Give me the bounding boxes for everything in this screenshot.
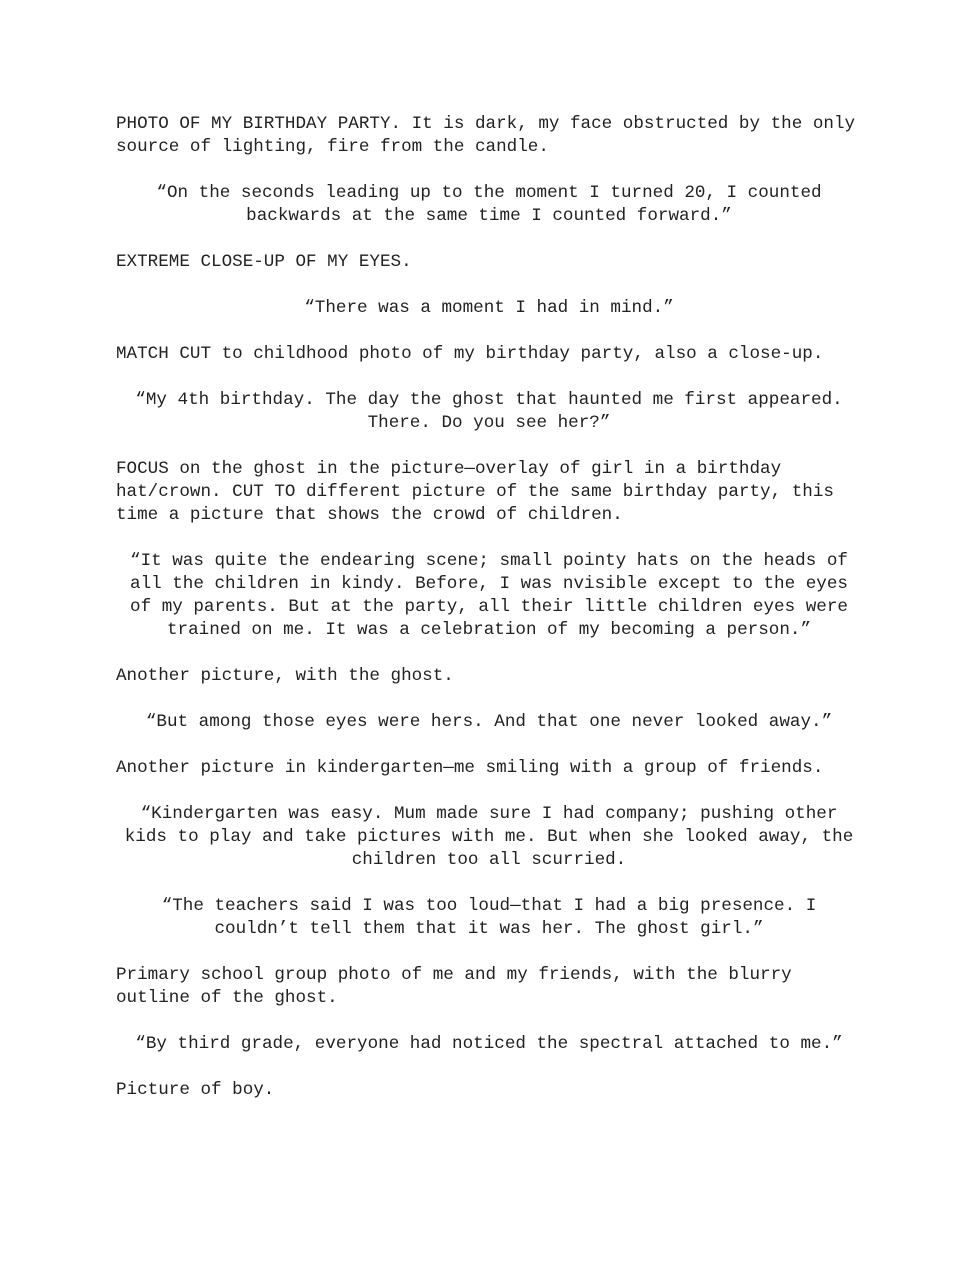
action-line: PHOTO OF MY BIRTHDAY PARTY. It is dark, my face obstructed by the only source of lighting, fire from the candle. bbox=[116, 114, 856, 157]
action-line: Another picture in kindergarten—me smiling with a group of friends. bbox=[116, 758, 824, 778]
dialogue-line: “On the seconds leading up to the moment I turned 20, I counted backwards at the same time I counted forward.” bbox=[156, 183, 822, 226]
action-line: Another picture, with the ghost. bbox=[116, 666, 454, 686]
action-line: FOCUS on the ghost in the picture—overlay of girl in a birthday hat/crown. CUT TO different picture of the same birthday party, this time a picture that shows the crowd of children. bbox=[116, 459, 834, 525]
dialogue-line: “The teachers said I was too loud—that I had a big presence. I couldn’t tell them that it was her. The ghost girl.” bbox=[161, 896, 817, 939]
action-line: MATCH CUT to childhood photo of my birthday party, also a close-up. bbox=[116, 344, 824, 364]
dialogue-line: “But among those eyes were hers. And that one never looked away.” bbox=[145, 712, 833, 732]
dialogue-line: “My 4th birthday. The day the ghost that haunted me first appeared. There. Do you see her?” bbox=[135, 390, 843, 433]
dialogue-line: “By third grade, everyone had noticed the spectral attached to me.” bbox=[135, 1034, 843, 1054]
script-page bbox=[116, 113, 862, 1125]
dialogue-line: “It was quite the endearing scene; small pointy hats on the heads of all the children in kindy. Before, I was nvisible except to the eyes of my parents. But at the party, all their little children eyes were trained on me. It was a celebration of my becoming a person.” bbox=[130, 551, 848, 640]
dialogue-line: “Kindergarten was easy. Mum made sure I had company; pushing other kids to play and take pictures with me. But when she looked away, the children too all scurried. bbox=[124, 804, 854, 870]
action-line: Primary school group photo of me and my friends, with the blurry outline of the ghost. bbox=[116, 965, 792, 1008]
action-line: Picture of boy. bbox=[116, 1080, 275, 1100]
action-line: EXTREME CLOSE-UP OF MY EYES. bbox=[116, 252, 412, 272]
dialogue-line: “There was a moment I had in mind.” bbox=[304, 298, 674, 318]
